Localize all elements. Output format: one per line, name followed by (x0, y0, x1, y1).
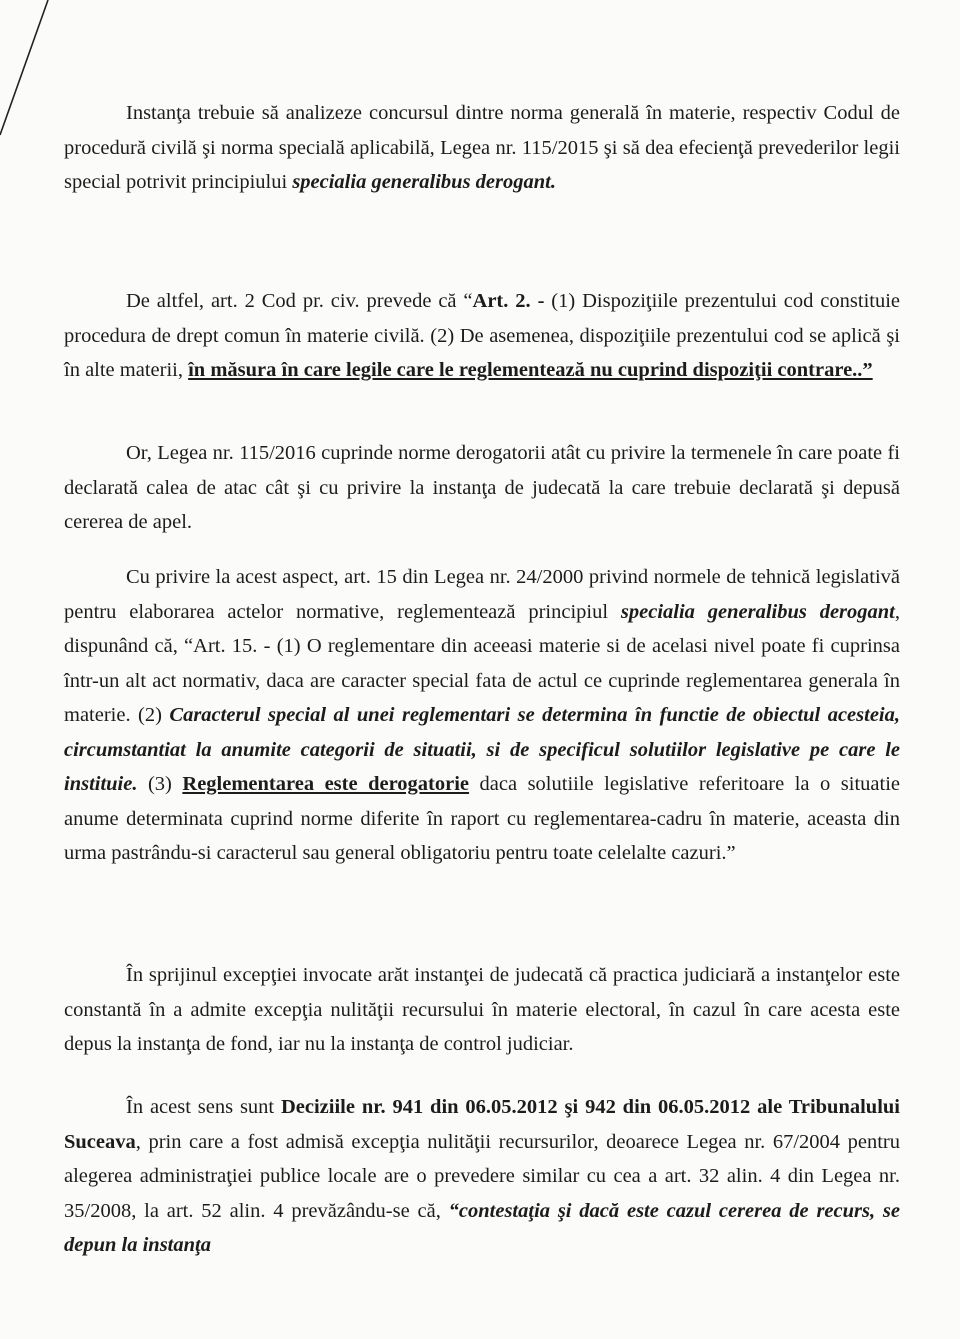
paragraph-2-underlined: în măsura în care legile care le reglementează nu cuprind dispoziţii contrare..” (188, 359, 873, 381)
paragraph-1-text: Instanţa trebuie să analizeze concursul dintre norma generală în materie, respectiv Codul de procedură civilă şi norma specială aplicabilă, Legea nr. 115/2015 şi să dea efecienţă prevederilor legii special potrivit principiului (64, 102, 900, 193)
paragraph-2-quote: (1) Dispoziţiile prezentului cod constituie procedura de drept comun în materie civilă. (2) De asemenea, dispoziţiile prezentului cod se aplică şi în alte materii, (64, 290, 901, 381)
paragraph-4-emphasis: Caracterul special al unei reglementari se determina în functie de obiectul acesteia, circumstantiat la anumite categorii de situatii, si de specificul solutiilor legislative pe care le instituie. (64, 704, 900, 795)
paragraph-1-principle: specialia generalibus derogant. (292, 171, 556, 193)
paragraph-6-text: În acest sens sunt (126, 1096, 281, 1118)
paragraph-3-text: Or, Legea nr. 115/2016 cuprinde norme derogatorii atât cu privire la termenele în care poate fi declarată calea de atac cât şi cu privire la instanţa de judecată la care trebuie declarată şi depusă cererea de apel. (64, 442, 900, 533)
paragraph-2-article: Art. 2. - (472, 290, 545, 312)
paragraph-1 (64, 96, 900, 200)
paragraph-4-point-3: (3) (137, 773, 183, 795)
paragraph-6-quote: “contestaţia şi dacă este cazul cererea de recurs, se depun la instanţa (64, 1199, 900, 1256)
paragraph-6-body: , prin care a fost admisă excepţia nulităţii recursurilor, deoarece Legea nr. 67/2004 pentru alegerea administraţiei publice locale are o prevedere similar cu cea a art. 32 alin. 4 din Legea nr. 35/2008, la art. 52 alin. 4 prevăzându-se că, (64, 1130, 900, 1222)
paragraph-4 (64, 560, 900, 871)
paragraph-4-quote: , dispunând că, “Art. 15. - (1) O reglementare din aceeasi materie si de acelasi nivel poate fi cuprinsa într-un alt act normativ, daca are caracter special fata de actul ce cuprinde reglementarea generala în materie. (2) (64, 600, 900, 726)
paragraph-5-text: În sprijinul excepţiei invocate arăt instanţei de judecată că practica judiciară a instanţelor este constantă în a admite excepţia nulităţii recursului în materie electoral, în cazul în care acesta este depus la instanţa de fond, iar nu la instanţa de control judiciar. (64, 964, 900, 1055)
paragraph-4-text: Cu privire la acest aspect, art. 15 din Legea nr. 24/2000 privind normele de tehnică legislativă pentru elaborarea actelor normative, reglementează principiul (64, 566, 900, 623)
paragraph-6-decisions: Deciziile nr. 941 din 06.05.2012 şi 942 din 06.05.2012 ale Tribunalului Suceava (64, 1096, 900, 1153)
paragraph-2-text: De altfel, art. 2 Cod pr. civ. prevede că “ (126, 290, 473, 312)
paragraph-3 (64, 436, 900, 540)
paragraph-4-principle: specialia generalibus derogant (620, 600, 895, 623)
paragraph-2 (64, 284, 900, 388)
paragraph-4-underlined: Reglementarea este derogatorie (182, 773, 470, 795)
paragraph-6 (64, 1090, 900, 1263)
paragraph-5 (64, 958, 900, 1062)
paragraph-4-rest: daca solutiile legislative referitoare la o situatie anume determinata cuprind norme diferite în raport cu reglementarea-cadru în materie, aceasta din urma pastrându-si caracterul sau general obligatoriu pentru toate celelalte cazuri.” (64, 773, 900, 864)
